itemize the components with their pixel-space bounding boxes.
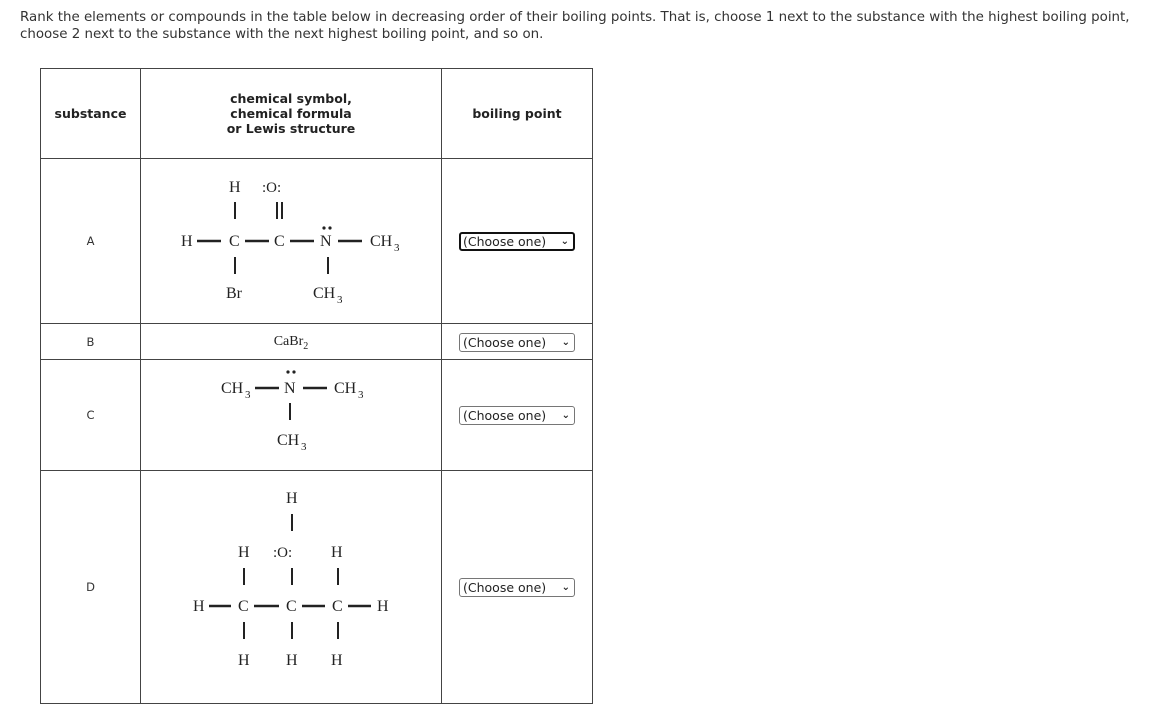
svg-text::O:: :O:	[273, 545, 293, 561]
lewis-structure-d-svg	[141, 471, 441, 699]
formula-b-sub: 2	[303, 341, 309, 353]
lewis-structure-c-svg	[141, 360, 441, 466]
svg-text:H: H	[193, 598, 205, 615]
rank-select-d[interactable]	[459, 578, 575, 597]
header-substance: substance	[41, 69, 141, 159]
formula-b	[141, 324, 442, 360]
svg-text:3: 3	[358, 389, 364, 401]
header-formula-line2: chemical formula	[230, 106, 352, 121]
svg-text:C: C	[332, 598, 343, 615]
svg-text:CH: CH	[221, 380, 244, 397]
svg-text:H: H	[286, 652, 298, 669]
table-row-b	[41, 324, 593, 360]
rank-select-d-value: (Choose one)	[463, 580, 547, 595]
chevron-down-icon: ⌄	[560, 236, 569, 247]
header-formula-line1: chemical symbol,	[230, 91, 352, 106]
ranking-table	[40, 68, 593, 704]
rank-select-c-value: (Choose one)	[463, 408, 547, 423]
rank-select-b-value: (Choose one)	[463, 334, 547, 350]
header-boiling-point: boiling point	[442, 69, 593, 159]
row-label: B	[41, 324, 141, 360]
svg-text:CH: CH	[334, 380, 357, 397]
chevron-down-icon: ⌄	[561, 582, 570, 593]
lewis-structure-d	[141, 471, 442, 704]
row-label: C	[41, 360, 141, 471]
table-header-row	[41, 69, 593, 159]
lewis-structure-c	[141, 360, 442, 471]
rank-select-a-value: (Choose one)	[463, 234, 547, 249]
svg-text:C: C	[229, 233, 240, 250]
svg-text:C: C	[238, 598, 249, 615]
svg-text:CH: CH	[370, 233, 393, 250]
row-label: D	[41, 471, 141, 704]
svg-text:H: H	[331, 544, 343, 561]
svg-text:C: C	[286, 598, 297, 615]
rank-select-b[interactable]	[459, 333, 575, 352]
svg-text:H: H	[286, 490, 298, 507]
svg-text:N: N	[284, 380, 296, 397]
instructions-text: Rank the elements or compounds in the table below in decreasing order of their boiling points. That is, choose 1 next to the substance with the highest boiling point, choose 2 next to the substance with the next highest boiling point, and so on.	[20, 10, 1130, 42]
svg-text:3: 3	[394, 242, 400, 254]
row-label: A	[41, 159, 141, 324]
table-row-c	[41, 360, 593, 471]
svg-text:CH: CH	[277, 432, 300, 449]
boiling-point-cell-d	[442, 471, 593, 704]
header-formula-line3: or Lewis structure	[226, 121, 356, 136]
header-formula	[141, 69, 442, 159]
rank-select-c[interactable]	[459, 406, 575, 425]
boiling-point-cell-c	[442, 360, 593, 471]
boiling-point-cell-b	[442, 324, 593, 360]
svg-text:H: H	[238, 544, 250, 561]
svg-text:CH: CH	[313, 285, 336, 302]
svg-text:N: N	[320, 233, 332, 250]
svg-text:H: H	[229, 179, 241, 196]
table-row-a	[41, 159, 593, 324]
boiling-point-cell-a	[442, 159, 593, 324]
svg-text:H: H	[377, 598, 389, 615]
svg-text:3: 3	[245, 389, 251, 401]
chevron-down-icon: ⌄	[561, 410, 570, 421]
svg-text:H: H	[238, 652, 250, 669]
svg-text:3: 3	[337, 294, 343, 306]
table-row-d	[41, 471, 593, 704]
lewis-structure-a-svg	[141, 159, 441, 319]
chevron-down-icon: ⌄	[561, 336, 570, 348]
rank-select-a[interactable]	[459, 232, 575, 251]
svg-text:H: H	[331, 652, 343, 669]
lewis-structure-a	[141, 159, 442, 324]
svg-text:Br: Br	[226, 285, 242, 302]
formula-b-main: CaBr	[273, 334, 304, 350]
svg-text:C: C	[274, 233, 285, 250]
svg-text:3: 3	[301, 441, 307, 453]
svg-text::O:: :O:	[262, 180, 282, 196]
svg-text:H: H	[181, 233, 193, 250]
